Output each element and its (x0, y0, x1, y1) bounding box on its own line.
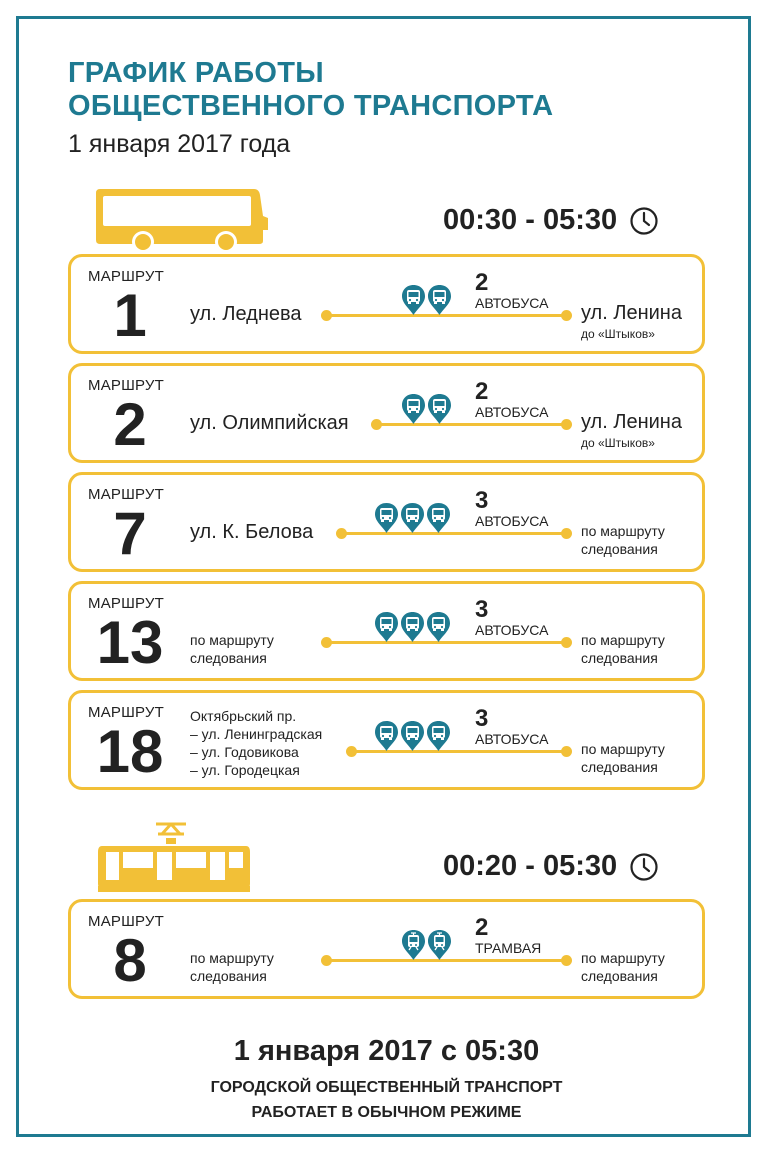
route-start-dot (346, 746, 357, 757)
route-end-dot (561, 637, 572, 648)
route-start-dot (371, 419, 382, 430)
route-end-dot (561, 528, 572, 539)
title-line-1: ГРАФИК РАБОТЫ (68, 57, 324, 89)
route-destination-line: следования (581, 541, 658, 557)
route-number: 1 (113, 282, 147, 349)
bus-pin-icon (400, 720, 425, 752)
route-end-dot (561, 955, 572, 966)
route-label: МАРШРУТ (88, 595, 165, 612)
route-number: 13 (96, 609, 164, 676)
route-destination-line: следования (581, 650, 658, 666)
route-origin-line: Октябрьский пр. (190, 708, 297, 724)
bus-pin-icon (374, 720, 399, 752)
route-label: МАРШРУТ (88, 913, 165, 930)
vehicle-count: 3 (475, 705, 489, 732)
bus-icon (96, 186, 268, 254)
footer-line-2: РАБОТАЕТ В ОБЫЧНОМ РЕЖИМЕ (251, 1104, 522, 1121)
route-card-7 (68, 472, 705, 572)
vehicle-count: 3 (475, 596, 489, 623)
bus-pin-icon (426, 611, 451, 643)
route-card-8 (68, 899, 705, 999)
route-card-2 (68, 363, 705, 463)
route-start-dot (336, 528, 347, 539)
tram-time-text: 00:20 - 05:30 (443, 850, 618, 882)
route-origin-line: – ул. Годовикова (190, 744, 299, 760)
route-origin-line: – ул. Ленинградская (190, 726, 323, 742)
clock-icon (629, 206, 659, 236)
route-destination-line: следования (581, 968, 658, 984)
route-label: МАРШРУТ (88, 377, 165, 394)
route-label: МАРШРУТ (88, 268, 165, 285)
tram-icon (96, 822, 252, 894)
tram-pin-icon (427, 929, 452, 961)
route-origin-line: следования (190, 650, 267, 666)
vehicle-pins (374, 720, 451, 752)
route-destination-line: по маршруту (581, 950, 665, 966)
route-destination-line: по маршруту (581, 632, 665, 648)
footer-date: 1 января 2017 с 05:30 (233, 1035, 540, 1067)
route-card-13 (68, 581, 705, 681)
vehicle-count: 2 (475, 914, 489, 941)
tram-schedule-time (443, 850, 659, 883)
route-start-dot (321, 310, 332, 321)
bus-pin-icon (400, 502, 425, 534)
vehicle-count: 2 (475, 269, 489, 296)
page-subtitle-date: 1 января 2017 года (68, 130, 291, 158)
bus-pin-icon (401, 393, 426, 425)
footer-note (0, 1075, 773, 1125)
vehicle-count: 3 (475, 487, 489, 514)
route-start-dot (321, 637, 332, 648)
route-origin: ул. К. Белова (190, 521, 314, 543)
vehicle-unit: АВТОБУСА (475, 404, 549, 420)
vehicle-pins (401, 284, 452, 316)
route-destination-line: следования (581, 759, 658, 775)
vehicle-unit: АВТОБУСА (475, 513, 549, 529)
route-end-dot (561, 310, 572, 321)
bus-pin-icon (400, 611, 425, 643)
route-destination-note: до «Штыков» (581, 327, 655, 341)
bus-pin-icon (426, 502, 451, 534)
vehicle-pins (401, 929, 452, 961)
route-label: МАРШРУТ (88, 704, 165, 721)
route-destination-line: по маршруту (581, 523, 665, 539)
vehicle-pins (401, 393, 452, 425)
route-number: 8 (113, 927, 147, 994)
vehicle-unit: АВТОБУСА (475, 731, 549, 747)
route-origin-line: следования (190, 968, 267, 984)
route-destination: ул. Ленина (581, 302, 682, 324)
route-start-dot (321, 955, 332, 966)
vehicle-count: 2 (475, 378, 489, 405)
bus-pin-icon (374, 611, 399, 643)
route-origin: ул. Олимпийская (190, 412, 349, 434)
clock-icon (629, 852, 659, 882)
footer-line-1: ГОРОДСКОЙ ОБЩЕСТВЕННЫЙ ТРАНСПОРТ (210, 1079, 563, 1096)
vehicle-unit: АВТОБУСА (475, 295, 549, 311)
route-number: 2 (113, 391, 147, 458)
bus-pin-icon (427, 284, 452, 316)
route-origin: ул. Леднева (190, 303, 302, 325)
route-end-dot (561, 419, 572, 430)
route-destination: ул. Ленина (581, 411, 682, 433)
route-destination-note: до «Штыков» (581, 436, 655, 450)
bus-pin-icon (426, 720, 451, 752)
bus-time-text: 00:30 - 05:30 (443, 204, 618, 236)
vehicle-unit: ТРАМВАЯ (475, 940, 542, 956)
route-number: 18 (96, 718, 164, 785)
bus-pin-icon (374, 502, 399, 534)
route-label: МАРШРУТ (88, 486, 165, 503)
tram-pin-icon (401, 929, 426, 961)
bus-pin-icon (427, 393, 452, 425)
route-destination-line: по маршруту (581, 741, 665, 757)
route-number: 7 (113, 500, 147, 567)
route-card-18 (68, 690, 705, 790)
route-card-1 (68, 254, 705, 354)
bus-schedule-time (443, 204, 659, 237)
page-title (68, 57, 553, 123)
route-end-dot (561, 746, 572, 757)
title-line-2: ОБЩЕСТВЕННОГО ТРАНСПОРТА (68, 90, 554, 122)
vehicle-pins (374, 611, 451, 643)
vehicle-unit: АВТОБУСА (475, 622, 549, 638)
route-origin-line: – ул. Городецкая (190, 762, 300, 778)
bus-pin-icon (401, 284, 426, 316)
vehicle-pins (374, 502, 451, 534)
route-origin-line: по маршруту (190, 632, 274, 648)
route-origin-line: по маршруту (190, 950, 274, 966)
